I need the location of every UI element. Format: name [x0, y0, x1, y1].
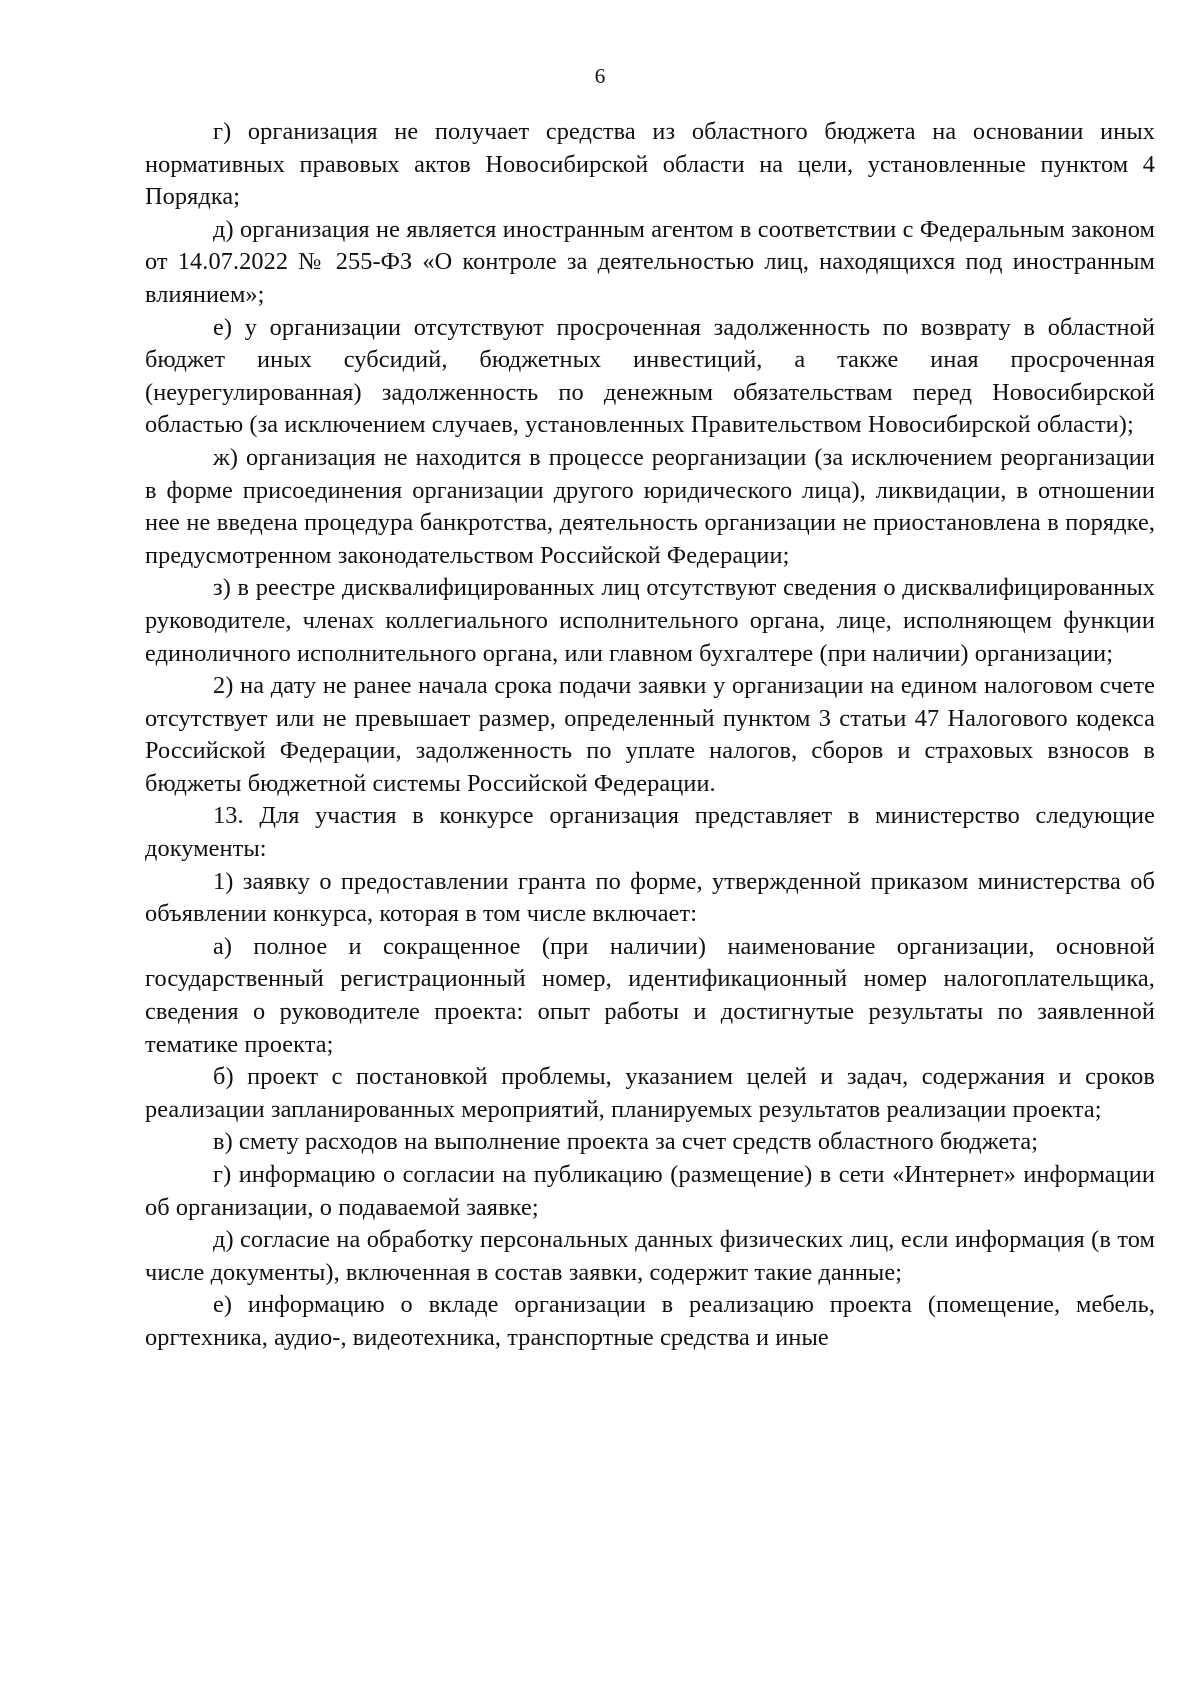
- paragraph-b-project: б) проект с постановкой проблемы, указанием целей и задач, содержания и сроков реализации запланированных мероприятий, планируемых результатов реализации проекта;: [145, 1063, 1155, 1123]
- paragraph-z-disqualified-registry: з) в реестре дисквалифицированных лиц отсутствуют сведения о дисквалифицированных руководителе, членах коллегиального исполнительного органа, лице, исполняющем функции единоличного исполнительного органа, или главном бухгалтере (при наличии) организации;: [145, 574, 1155, 667]
- paragraph-d-not-foreign-agent: д) организация не является иностранным агентом в соответствии с Федеральным законом от 14.07.2022 № 255-ФЗ «О контроле за деятельностью лиц, находящихся под иностранным влиянием»;: [145, 215, 1155, 308]
- paragraph-1-application: 1) заявку о предоставлении гранта по форме, утвержденной приказом министерства об объявлении конкурса, которая в том числе включает:: [145, 867, 1155, 928]
- paragraph-13-documents: 13. Для участия в конкурсе организация представляет в министерство следующие документы:: [145, 802, 1155, 863]
- paragraph-d-personal-data-consent: д) согласие на обработку персональных данных физических лиц, если информация (в том числе документы), включенная в состав заявки, содержит такие данные;: [145, 1226, 1155, 1286]
- paragraph-g-publication-consent: г) информацию о согласии на публикацию (размещение) в сети «Интернет» информации об организации, о подаваемой заявке;: [145, 1161, 1155, 1221]
- paragraph-e-no-overdue-debt: е) у организации отсутствуют просроченная задолженность по возврату в областной бюджет иных субсидий, бюджетных инвестиций, а также иная просроченная (неурегулированная) задолженность по денежным обязательствам перед Новосибирской областью (за исключением случаев, установленных Правительством Новосибирской области);: [145, 313, 1155, 439]
- paragraph-v-budget-estimate: в) смету расходов на выполнение проекта за счет средств областного бюджета;: [213, 1128, 1039, 1156]
- page-number: 6: [594, 64, 606, 88]
- paragraph-2-tax-debt: 2) на дату не ранее начала срока подачи заявки у организации на едином налоговом счете отсутствует или не превышает размер, определенный пунктом 3 статьи 47 Налогового кодекса Российской Федерации, задолженность по уплате налогов, сборов и страховых взносов в бюджеты бюджетной системы Российской Федерации.: [145, 672, 1155, 797]
- paragraph-zh-no-reorganization: ж) организация не находится в процессе реорганизации (за исключением реорганизации в форме присоединения организации другого юридического лица), ликвидации, в отношении нее не введена процедура банкротства, деятельность организации не приостановлена в порядке, предусмотренном законодательством Российской Федерации;: [145, 443, 1155, 569]
- document-body: [145, 116, 1155, 1355]
- paragraph-g-no-other-funding: г) организация не получает средства из областного бюджета на основании иных нормативных правовых актов Новосибирской области на цели, установленные пунктом 4 Порядка;: [145, 118, 1155, 211]
- paragraph-a-organization-name: а) полное и сокращенное (при наличии) наименование организации, основной государственный регистрационный номер, идентификационный номер налогоплательщика, сведения о руководителе проекта: опыт работы и достигнутые результаты по заявленной тематике проекта;: [145, 932, 1155, 1058]
- paragraph-e-organization-contribution: е) информацию о вкладе организации в реализацию проекта (помещение, мебель, оргтехника, аудио-, видеотехника, транспортные средства и иные: [145, 1291, 1155, 1351]
